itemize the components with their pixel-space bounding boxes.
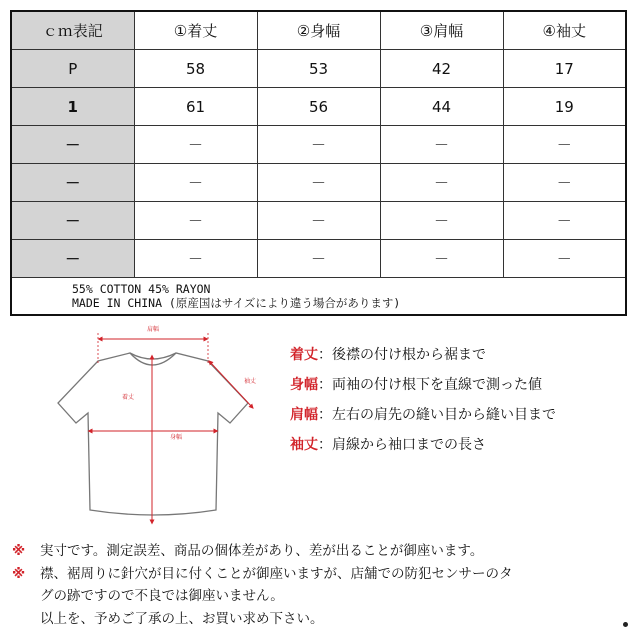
table-cell: 58 xyxy=(134,50,257,88)
table-cell: － xyxy=(503,126,626,164)
table-cell: － xyxy=(257,202,380,240)
disclaimer-notes xyxy=(12,540,632,630)
note-line-4 xyxy=(12,608,632,631)
row-size-label: 1 xyxy=(11,88,134,126)
table-cell: － xyxy=(380,202,503,240)
header-cell-width: ②身幅 xyxy=(257,11,380,50)
note-line-2 xyxy=(12,563,632,586)
table-cell: － xyxy=(380,164,503,202)
row-size-label: － xyxy=(11,164,134,202)
table-cell: － xyxy=(257,164,380,202)
table-row xyxy=(11,164,626,202)
table-cell: － xyxy=(503,202,626,240)
tshirt-diagram xyxy=(40,325,280,535)
header-cell-unit: ｃｍ表記 xyxy=(11,11,134,50)
table-cell: 42 xyxy=(380,50,503,88)
definition-term: 着丈 xyxy=(290,347,318,363)
length-label: 着丈 xyxy=(121,394,135,401)
corner-dot xyxy=(623,622,628,627)
note-text: 実寸です。測定誤差、商品の個体差があり、差が出ることが御座います。 xyxy=(40,543,484,559)
definition-desc: ：肩線から袖口までの長さ xyxy=(318,437,486,453)
table-row xyxy=(11,50,626,88)
definition-shoulder xyxy=(290,400,556,430)
table-header-row xyxy=(11,11,626,50)
shoulder-label: 肩幅 xyxy=(146,326,160,333)
table-note-row xyxy=(11,278,626,316)
table-cell: － xyxy=(257,126,380,164)
note-mark: ※ xyxy=(12,565,26,582)
row-size-label: － xyxy=(11,240,134,278)
table-cell: － xyxy=(380,126,503,164)
table-cell: 44 xyxy=(380,88,503,126)
row-size-label: P xyxy=(11,50,134,88)
header-cell-sleeve: ④袖丈 xyxy=(503,11,626,50)
note-text: グの跡ですので不良では御座いません。 xyxy=(40,588,284,604)
note-mark: ※ xyxy=(12,543,26,559)
definition-width xyxy=(290,370,556,400)
table-row xyxy=(11,240,626,278)
origin-text: MADE IN CHINA (原産国はサイズにより違う場合があります) xyxy=(72,296,401,310)
table-cell: － xyxy=(134,240,257,278)
table-cell: － xyxy=(134,202,257,240)
table-cell: － xyxy=(503,240,626,278)
size-table xyxy=(10,10,627,316)
note-text: 襟、裾周りに針穴が目に付くことが御座いますが、店舗での防犯センサーのタ xyxy=(40,565,513,582)
note-text: 以上を、予めご了承の上、お買い求め下さい。 xyxy=(40,610,324,627)
material-note xyxy=(11,278,626,316)
definition-term: 身幅 xyxy=(290,377,318,393)
table-cell: 17 xyxy=(503,50,626,88)
definition-term: 袖丈 xyxy=(290,437,318,453)
measurement-definitions xyxy=(290,340,556,460)
table-cell: 19 xyxy=(503,88,626,126)
note-line-3 xyxy=(12,585,632,608)
definition-desc: ：両袖の付け根下を直線で測った値 xyxy=(318,377,542,393)
table-row xyxy=(11,88,626,126)
tshirt-outline xyxy=(58,353,248,515)
table-cell: 61 xyxy=(134,88,257,126)
header-cell-shoulder: ③肩幅 xyxy=(380,11,503,50)
table-cell: 56 xyxy=(257,88,380,126)
table-cell: － xyxy=(134,164,257,202)
note-line-1 xyxy=(12,540,632,563)
table-cell: － xyxy=(503,164,626,202)
width-label: 身幅 xyxy=(169,434,183,441)
definition-desc: ：後襟の付け根から裾まで xyxy=(318,347,486,363)
material-text: 55% COTTON 45% RAYON xyxy=(72,282,211,296)
table-cell: － xyxy=(134,126,257,164)
table-cell: 53 xyxy=(257,50,380,88)
row-size-label: － xyxy=(11,202,134,240)
table-cell: － xyxy=(380,240,503,278)
definition-desc: ：左右の肩先の縫い目から縫い目まで xyxy=(318,407,556,423)
table-row xyxy=(11,126,626,164)
sleeve-label: 袖丈 xyxy=(243,378,257,385)
definition-length xyxy=(290,340,556,370)
definition-sleeve xyxy=(290,430,556,460)
row-size-label: － xyxy=(11,126,134,164)
table-cell: － xyxy=(257,240,380,278)
table-row xyxy=(11,202,626,240)
definition-term: 肩幅 xyxy=(290,407,318,423)
header-cell-length: ①着丈 xyxy=(134,11,257,50)
